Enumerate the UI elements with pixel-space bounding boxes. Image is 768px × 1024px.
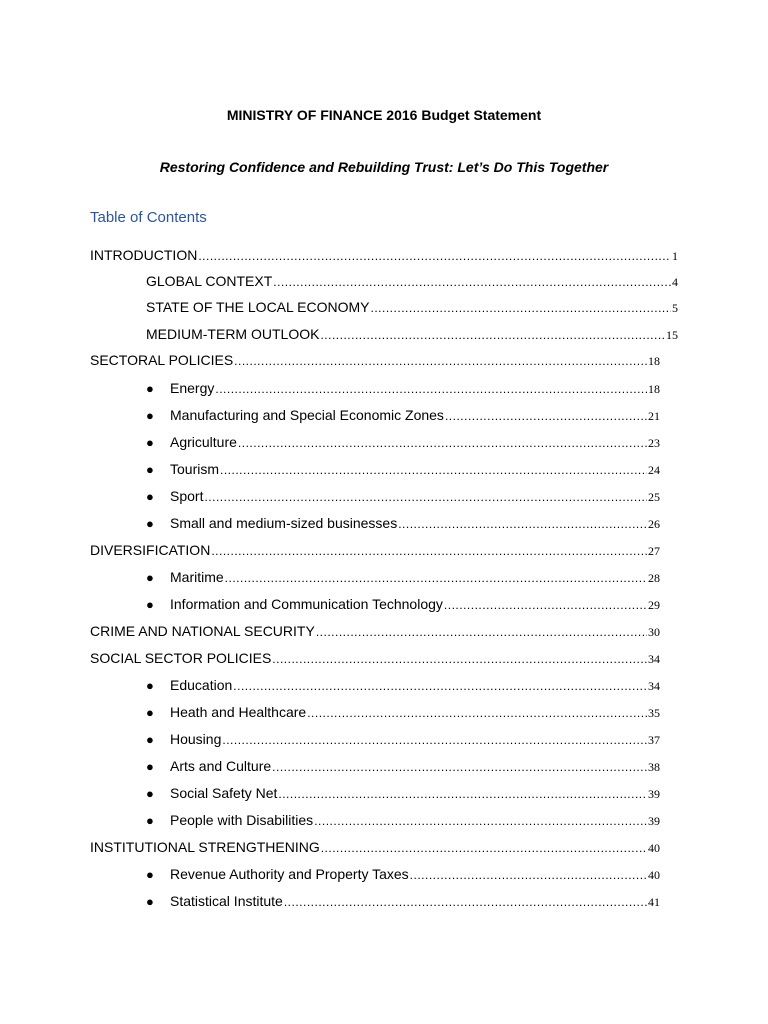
toc-entry-label: Housing xyxy=(170,731,222,747)
dot-leader xyxy=(316,623,647,641)
dot-leader xyxy=(234,352,647,370)
toc-entry-label: Arts and Culture xyxy=(170,758,272,774)
bullet-icon: ● xyxy=(146,705,154,720)
bullet-icon: ● xyxy=(146,462,154,477)
document-title: MINISTRY OF FINANCE 2016 Budget Statement xyxy=(226,107,542,123)
toc-entry[interactable] xyxy=(146,784,660,802)
toc-entry-label: Education xyxy=(170,677,233,693)
toc-entry[interactable] xyxy=(146,406,660,424)
bullet-icon: ● xyxy=(146,408,154,423)
bullet-icon: ● xyxy=(146,381,154,396)
toc-entry[interactable] xyxy=(146,272,678,290)
dot-leader xyxy=(314,812,647,830)
dot-leader xyxy=(410,866,647,884)
bullet-icon: ● xyxy=(146,597,154,612)
toc-entry[interactable] xyxy=(146,730,660,748)
toc-page-number: 25 xyxy=(648,490,660,504)
toc-page-number: 23 xyxy=(648,436,660,450)
toc-entry-label: Heath and Healthcare xyxy=(170,704,307,720)
dot-leader xyxy=(371,299,671,317)
dot-leader xyxy=(272,758,647,776)
toc-entry-label: Statistical Institute xyxy=(170,893,283,909)
toc-entry[interactable] xyxy=(90,541,660,559)
dot-leader xyxy=(321,839,647,857)
bullet-icon: ● xyxy=(146,813,154,828)
toc-entry[interactable] xyxy=(146,379,660,397)
toc-entry-label: GLOBAL CONTEXT xyxy=(146,273,273,289)
toc-heading: Table of Contents xyxy=(90,209,207,226)
toc-entry-label: Information and Communication Technology xyxy=(170,596,443,612)
bullet-icon: ● xyxy=(146,786,154,801)
toc-entry[interactable] xyxy=(146,757,660,775)
toc-entry-label: MEDIUM-TERM OUTLOOK xyxy=(146,326,320,342)
toc-entry[interactable] xyxy=(146,703,660,721)
toc-page-number: 34 xyxy=(648,679,660,693)
toc-entry[interactable] xyxy=(146,298,678,316)
toc-entry-label: Maritime xyxy=(170,569,224,585)
toc-entry[interactable] xyxy=(146,514,660,532)
toc-entry[interactable] xyxy=(146,568,660,586)
dot-leader xyxy=(284,893,647,911)
toc-page-number: 38 xyxy=(648,760,660,774)
dot-leader xyxy=(204,488,647,506)
toc-entry-label: Small and medium-sized businesses xyxy=(170,515,398,531)
toc-page-number: 40 xyxy=(648,841,660,855)
toc-entry-label: Revenue Authority and Property Taxes xyxy=(170,866,409,882)
toc-entry[interactable] xyxy=(90,649,660,667)
toc-entry[interactable] xyxy=(146,325,678,343)
toc-page-number: 26 xyxy=(648,517,660,531)
dot-leader xyxy=(320,326,665,344)
toc-entry[interactable] xyxy=(146,460,660,478)
toc-page-number: 37 xyxy=(648,733,660,747)
toc-page-number: 28 xyxy=(648,571,660,585)
toc-entry[interactable] xyxy=(90,351,660,369)
toc-entry-label: INTRODUCTION xyxy=(90,247,198,263)
toc-page-number: 21 xyxy=(648,409,660,423)
dot-leader xyxy=(215,380,647,398)
toc-page-number: 40 xyxy=(648,868,660,882)
bullet-icon: ● xyxy=(146,516,154,531)
toc-entry-label: STATE OF THE LOCAL ECONOMY xyxy=(146,299,370,315)
toc-entry-label: INSTITUTIONAL STRENGTHENING xyxy=(90,839,320,855)
toc-entry[interactable] xyxy=(146,487,660,505)
toc-page-number: 39 xyxy=(648,814,660,828)
dot-leader xyxy=(278,785,647,803)
toc-page-number: 34 xyxy=(648,652,660,666)
dot-leader xyxy=(272,650,647,668)
toc-entry[interactable] xyxy=(146,811,660,829)
bullet-icon: ● xyxy=(146,435,154,450)
dot-leader xyxy=(307,704,647,722)
toc-page-number: 30 xyxy=(648,625,660,639)
toc-page-number: 24 xyxy=(648,463,660,477)
bullet-icon: ● xyxy=(146,489,154,504)
toc-page-number: 35 xyxy=(648,706,660,720)
toc-page-number: 1 xyxy=(672,249,678,263)
dot-leader xyxy=(445,407,647,425)
dot-leader xyxy=(211,542,647,560)
dot-leader xyxy=(238,434,647,452)
bullet-icon: ● xyxy=(146,894,154,909)
toc-entry[interactable] xyxy=(146,595,660,613)
dot-leader xyxy=(222,731,647,749)
dot-leader xyxy=(220,461,647,479)
toc-page-number: 29 xyxy=(648,598,660,612)
toc-entry-label: Energy xyxy=(170,380,215,396)
toc-entry-label: Sport xyxy=(170,488,204,504)
bullet-icon: ● xyxy=(146,678,154,693)
toc-entry-label: CRIME AND NATIONAL SECURITY xyxy=(90,623,315,639)
toc-page-number: 41 xyxy=(648,895,660,909)
dot-leader xyxy=(233,677,647,695)
toc-entry[interactable] xyxy=(90,838,660,856)
toc-page-number: 4 xyxy=(672,275,678,289)
bullet-icon: ● xyxy=(146,759,154,774)
toc-entry-label: SECTORAL POLICIES xyxy=(90,352,234,368)
toc-entry[interactable] xyxy=(90,246,678,264)
toc-entry[interactable] xyxy=(146,892,660,910)
toc-page-number: 5 xyxy=(672,301,678,315)
toc-entry-label: DIVERSIFICATION xyxy=(90,542,211,558)
toc-entry[interactable] xyxy=(146,865,660,883)
toc-page-number: 15 xyxy=(666,328,678,342)
toc-entry[interactable] xyxy=(146,433,660,451)
bullet-icon: ● xyxy=(146,867,154,882)
toc-entry-label: Agriculture xyxy=(170,434,237,450)
toc-entry-label: Manufacturing and Special Economic Zones xyxy=(170,407,444,423)
document-subtitle: Restoring Confidence and Rebuilding Trust: Let’s Do This Together xyxy=(159,159,609,175)
dot-leader xyxy=(198,247,671,265)
dot-leader xyxy=(225,569,647,587)
toc-page-number: 18 xyxy=(648,354,660,368)
bullet-icon: ● xyxy=(146,570,154,585)
toc-entry[interactable] xyxy=(90,622,660,640)
toc-page-number: 27 xyxy=(648,544,660,558)
dot-leader xyxy=(444,596,647,614)
toc-entry-label: Tourism xyxy=(170,461,220,477)
toc-entry[interactable] xyxy=(146,676,660,694)
dot-leader xyxy=(273,273,671,291)
dot-leader xyxy=(398,515,647,533)
toc-entry-label: People with Disabilities xyxy=(170,812,314,828)
toc-entry-label: SOCIAL SECTOR POLICIES xyxy=(90,650,272,666)
toc-page-number: 39 xyxy=(648,787,660,801)
toc-entry-label: Social Safety Net xyxy=(170,785,278,801)
bullet-icon: ● xyxy=(146,732,154,747)
toc-page-number: 18 xyxy=(648,382,660,396)
